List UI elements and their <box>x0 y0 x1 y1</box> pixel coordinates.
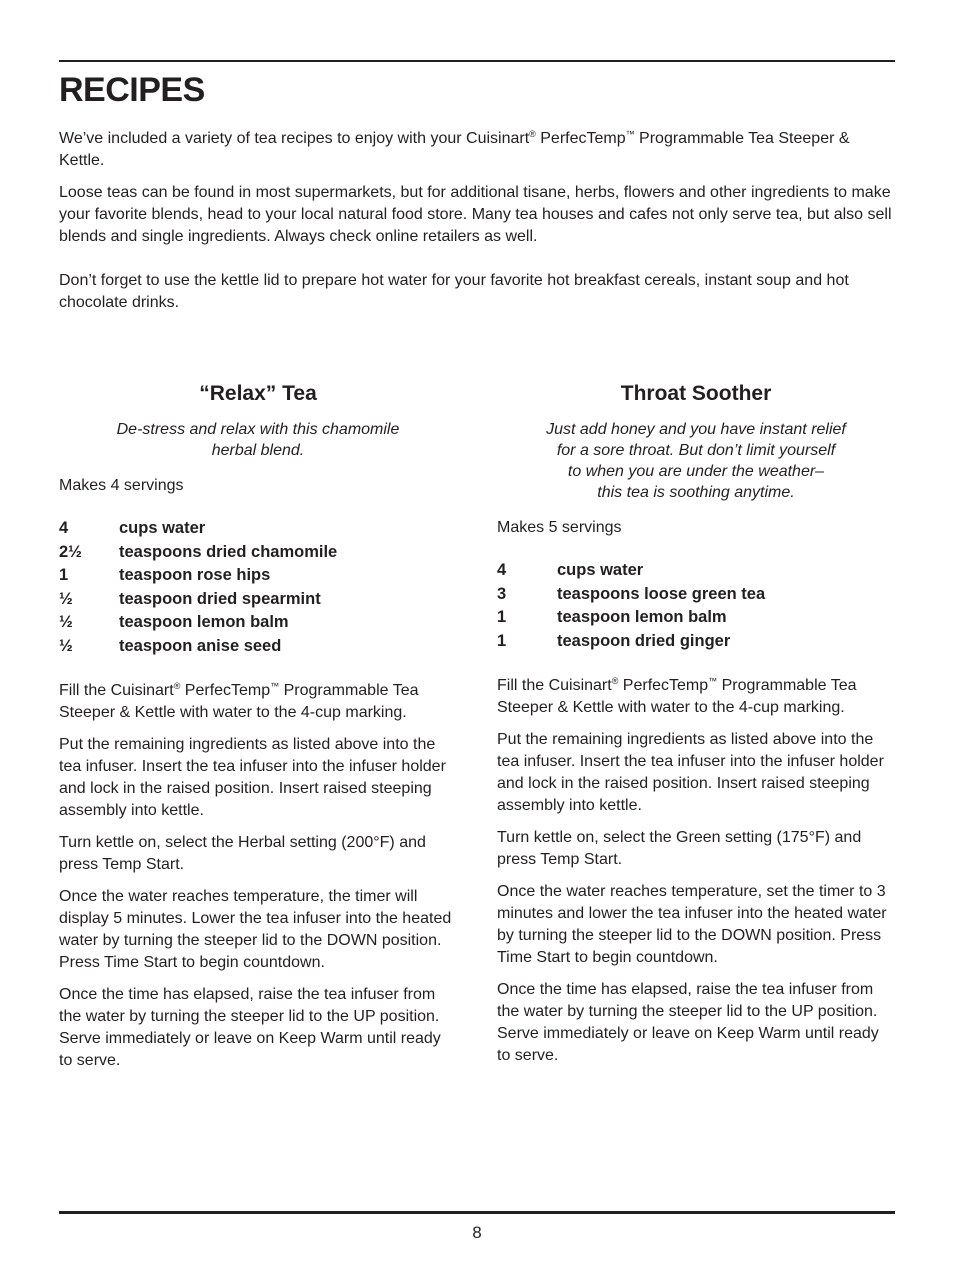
recipe-title: Throat Soother <box>620 382 772 405</box>
ingredient-item: ½ teaspoon lemon balm <box>59 613 289 631</box>
recipe-subtitle: De-stress and relax with this chamomile herbal blend. <box>116 421 400 459</box>
recipe-servings: Makes 4 servings <box>59 477 184 494</box>
page-number: 8 <box>472 1223 482 1242</box>
recipe-servings: Makes 5 servings <box>497 519 622 536</box>
recipe-steps <box>497 675 895 1067</box>
step-paragraph: Put the remaining ingredients as listed above into the tea infuser. Insert the tea infuser into the infuser holder and lock in the raised position. Insert raised steeping assembly into kettle. <box>59 736 446 819</box>
step-paragraph: Fill the Cuisinart® PerfecTemp™ Programmable Tea Steeper & Kettle with water to the 4-cup marking. <box>497 676 857 716</box>
ingredient-list <box>497 559 895 653</box>
bottom-rule <box>59 1211 895 1214</box>
step-paragraph: Fill the Cuisinart® PerfecTemp™ Programmable Tea Steeper & Kettle with water to the 4-cup marking. <box>59 681 419 721</box>
recipe-relax-tea <box>59 380 457 1082</box>
recipe-subtitle: Just add honey and you have instant relief for a sore throat. But don’t limit yourself to when you are under the weather– this tea is soothing anytime. <box>546 421 846 501</box>
intro-section <box>59 128 895 324</box>
intro-paragraph-1: We’ve included a variety of tea recipes to enjoy with your Cuisinart® PerfecTemp™ Programmable Tea Steeper & Kettle. <box>59 129 850 169</box>
ingredient-item: 3 teaspoons loose green tea <box>497 584 766 603</box>
step-paragraph: Turn kettle on, select the Green setting (175°F) and press Temp Start. <box>497 829 862 868</box>
recipe-steps <box>59 680 457 1072</box>
top-rule <box>59 60 895 62</box>
recipe-throat-soother <box>497 380 895 1077</box>
step-paragraph: Once the water reaches temperature, the timer will display 5 minutes. Lower the tea infuser into the heated water by turning the steeper lid to the DOWN position. Press Time Start to begin countdown. <box>59 888 452 971</box>
ingredient-item: 1 teaspoon rose hips <box>59 566 271 584</box>
recipe-title: “Relax” Tea <box>199 382 317 405</box>
step-paragraph: Once the time has elapsed, raise the tea infuser from the water by turning the steeper lid to the UP position. Serve immediately or leave on Keep Warm until ready to serve. <box>497 981 879 1064</box>
intro-paragraph-2: Loose teas can be found in most supermarkets, but for additional tisane, herbs, flowers and other ingredients to make your favorite blends, head to your local natural food store. Many tea houses and cafes not only serve tea, but also sell blends and single ingredients. Always check online retailers as well. <box>59 184 892 245</box>
ingredient-item: ½ teaspoon dried spearmint <box>59 589 321 608</box>
ingredient-list <box>59 517 457 658</box>
step-paragraph: Once the time has elapsed, raise the tea infuser from the water by turning the steeper lid to the UP position. Serve immediately or leave on Keep Warm until ready to serve. <box>59 986 441 1069</box>
ingredient-item: 1 teaspoon lemon balm <box>497 608 727 626</box>
ingredient-item: 2½ teaspoons dried chamomile <box>59 542 338 561</box>
intro-paragraph-3: Don’t forget to use the kettle lid to prepare hot water for your favorite hot breakfast cereals, instant soup and hot chocolate drinks. <box>59 272 849 311</box>
ingredient-item: 1 teaspoon dried ginger <box>497 631 731 650</box>
ingredient-item: 4 cups water <box>59 519 206 537</box>
step-paragraph: Put the remaining ingredients as listed above into the tea infuser. Insert the tea infuser into the infuser holder and lock in the raised position. Insert raised steeping assembly into kettle. <box>497 731 884 814</box>
page-title: RECIPES <box>59 71 205 109</box>
ingredient-item: ½ teaspoon anise seed <box>59 636 282 655</box>
step-paragraph: Turn kettle on, select the Herbal setting (200°F) and press Temp Start. <box>59 834 426 873</box>
ingredient-item: 4 cups water <box>497 561 644 579</box>
step-paragraph: Once the water reaches temperature, set the timer to 3 minutes and lower the tea infuser into the heated water by turning the steeper lid to the DOWN position. Press Time Start to begin countdown. <box>497 883 887 966</box>
